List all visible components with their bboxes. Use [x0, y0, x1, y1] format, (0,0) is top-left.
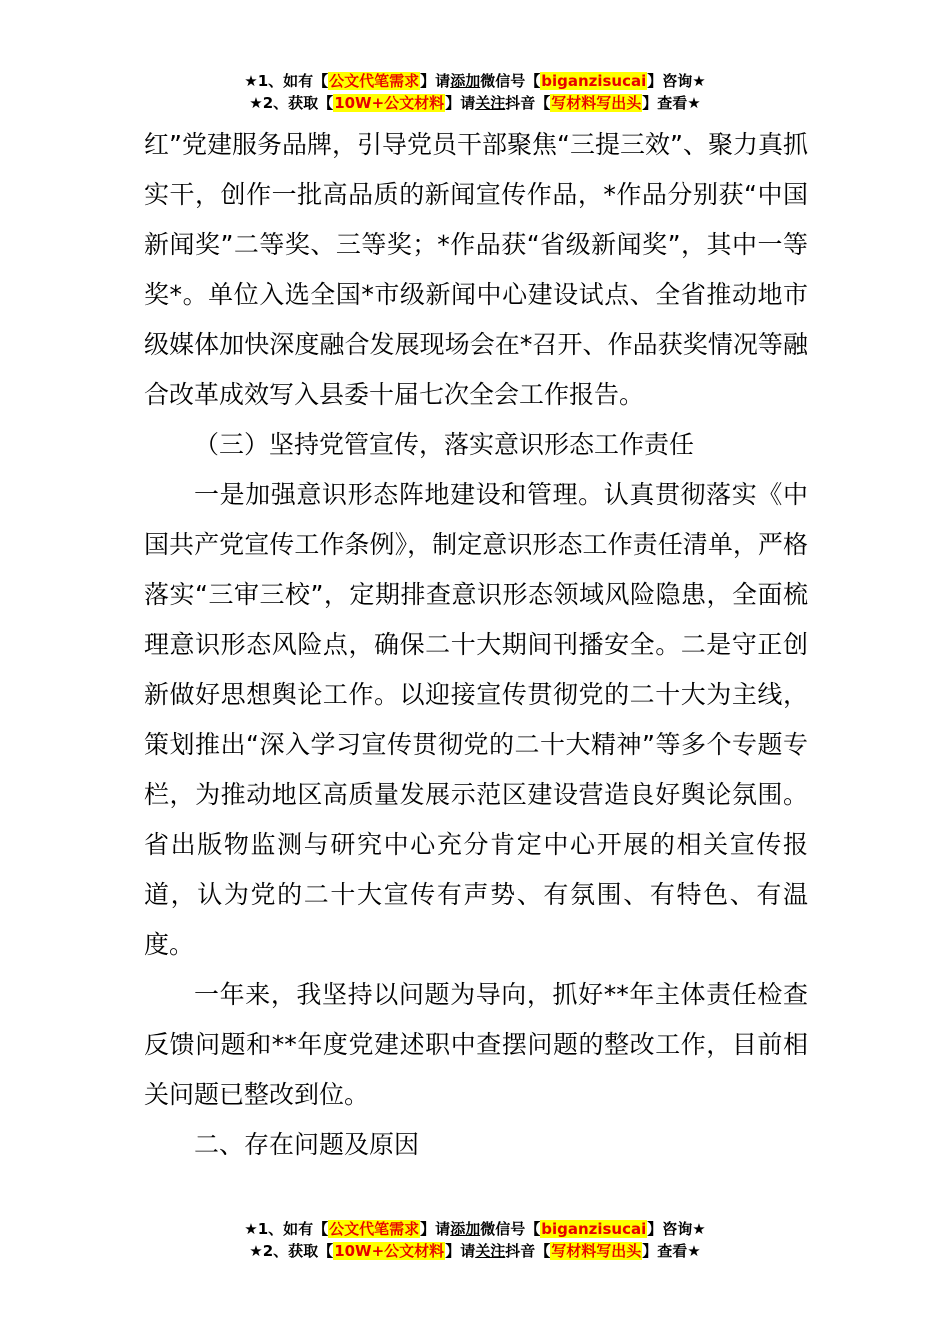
section-heading-2: 二、存在问题及原因	[194, 1130, 420, 1159]
banner-text: ★1、如有【	[244, 72, 329, 90]
header-banner-line-2	[0, 92, 950, 114]
banner-text: 抖音【	[505, 94, 551, 112]
footer-banner-line-2	[0, 1240, 950, 1262]
paragraph-continuation: 红”党建服务品牌，引导党员干部聚焦“三提三效”、聚力真抓实干，创作一批高品质的新闻宣传作品，*作品分别获“中国新闻奖”二等奖、三等奖；*作品获“省级新闻奖”，其中一等奖*。单位入选全国*市级新闻中心建设试点、全省推动地市级媒体加快深度融合发展现场会在*召开、作品获奖情况等融合改革成效写入县委十届七次全会工作报告。	[144, 130, 808, 409]
banner-text: ★2、获取【	[249, 94, 334, 112]
banner-emphasis: 关注	[475, 94, 506, 112]
paragraph-ideology: 一是加强意识形态阵地建设和管理。认真贯彻落实《中国共产党宣传工作条例》，制定意识形态工作责任清单，严格落实“三审三校”，定期排查意识形态领域风险隐患，全面梳理意识形态风险点，确保二十大期间刊播安全。二是守正创新做好思想舆论工作。以迎接宣传贯彻党的二十大为主线，策划推出“深入学习宣传贯彻党的二十大精神”等多个专题专栏，为推动地区高质量发展示范区建设营造良好舆论氛围。省出版物监测与研究中心充分肯定中心开展的相关宣传报道，认为党的二十大宣传有声势、有氛围、有特色、有温度。	[144, 480, 808, 959]
banner-text: 微信号【	[480, 72, 541, 90]
banner-text: 抖音【	[505, 1242, 551, 1260]
banner-text: 】请	[445, 1242, 476, 1260]
banner-text: 】请	[445, 94, 476, 112]
banner-text: 】请	[420, 72, 451, 90]
banner-emphasis: 关注	[475, 1242, 506, 1260]
banner-emphasis: 添加	[450, 72, 481, 90]
footer-banner-line-1	[0, 1218, 950, 1240]
banner-highlight: 10W+公文材料	[334, 94, 445, 112]
banner-text: 】查看★	[642, 94, 701, 112]
banner-highlight: biganzisucai	[541, 1220, 647, 1238]
banner-text: 】查看★	[642, 1242, 701, 1260]
banner-text: 微信号【	[480, 1220, 541, 1238]
footer-banner	[0, 1218, 950, 1262]
banner-highlight: 写材料写出头	[551, 94, 642, 112]
banner-highlight: 10W+公文材料	[334, 1242, 445, 1260]
banner-highlight: biganzisucai	[541, 72, 647, 90]
header-banner-line-1	[0, 70, 950, 92]
document-body	[144, 120, 808, 1170]
section-heading-3: （三）坚持党管宣传，落实意识形态工作责任	[194, 430, 695, 459]
banner-text: ★2、获取【	[249, 1242, 334, 1260]
banner-text: 】咨询★	[647, 1220, 706, 1238]
header-banner	[0, 70, 950, 114]
banner-highlight: 写材料写出头	[551, 1242, 642, 1260]
banner-highlight: 公文代笔需求	[329, 1220, 420, 1238]
banner-emphasis: 添加	[450, 1220, 481, 1238]
paragraph-rectification: 一年来，我坚持以问题为导向，抓好**年主体责任检查反馈问题和**年度党建述职中查摆问题的整改工作，目前相关问题已整改到位。	[144, 980, 808, 1109]
banner-highlight: 公文代笔需求	[329, 72, 420, 90]
banner-text: 】咨询★	[647, 72, 706, 90]
banner-text: ★1、如有【	[244, 1220, 329, 1238]
banner-text: 】请	[420, 1220, 451, 1238]
